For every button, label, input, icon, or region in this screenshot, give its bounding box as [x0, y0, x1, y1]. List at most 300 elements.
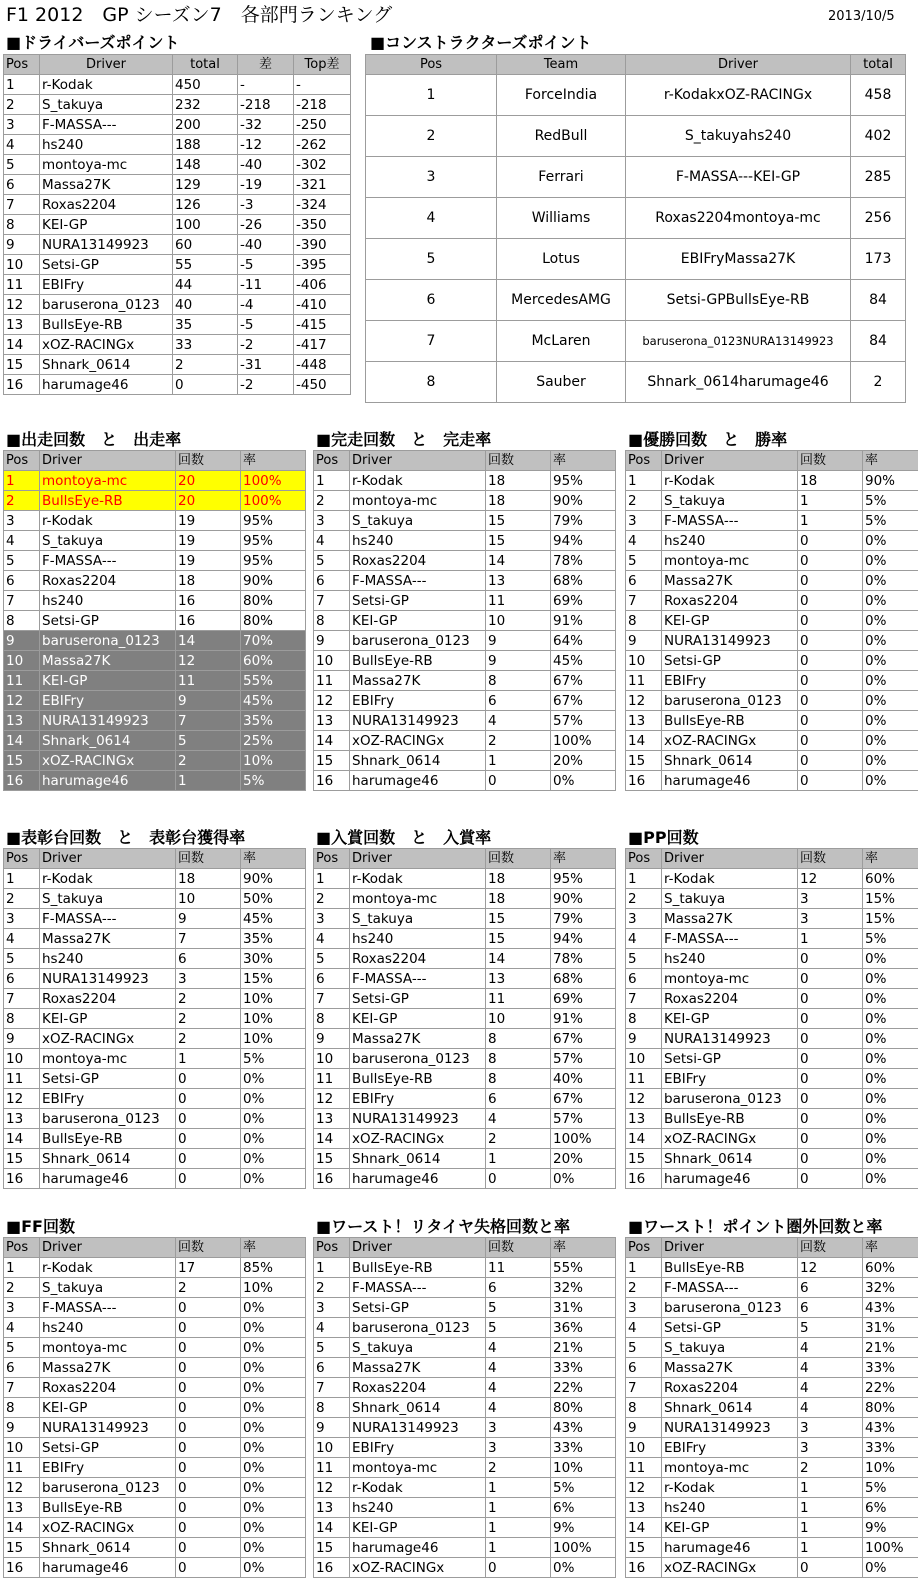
col-header: total — [173, 55, 238, 75]
table-cell: -450 — [294, 375, 351, 395]
table-cell: 15% — [863, 909, 918, 929]
table-cell: 4 — [4, 531, 40, 551]
table-cell: 80% — [241, 611, 306, 631]
table-cell: 16 — [314, 1558, 350, 1578]
table-cell: BullsEye-RB — [662, 711, 798, 731]
table-cell: 35 — [173, 315, 238, 335]
table-cell: 18 — [486, 869, 551, 889]
table-cell: 285 — [851, 157, 906, 198]
table-row — [4, 471, 306, 491]
table-cell: EBIFry — [350, 691, 486, 711]
table-cell: baruserona_0123 — [40, 295, 173, 315]
table-cell: 0 — [176, 1398, 241, 1418]
table-cell: 0% — [551, 771, 616, 791]
table-cell: 13 — [314, 711, 350, 731]
table-cell: 90% — [551, 889, 616, 909]
table-cell: 12 — [314, 1478, 350, 1498]
table-cell: -448 — [294, 355, 351, 375]
table-cell: Massa27K — [350, 1358, 486, 1378]
table-cell: 7 — [4, 1378, 40, 1398]
table-row — [626, 671, 918, 691]
table-cell: 11 — [314, 1069, 350, 1089]
table-cell: 12 — [176, 651, 241, 671]
table-cell: 6 — [4, 571, 40, 591]
table-cell: 0% — [241, 1478, 306, 1498]
table-cell: S_takuya — [40, 1278, 176, 1298]
table-cell: hs240 — [350, 929, 486, 949]
table-cell: 0 — [176, 1129, 241, 1149]
table-cell: 0% — [551, 1169, 616, 1189]
table-cell: 9 — [486, 631, 551, 651]
table-cell: 3 — [626, 909, 662, 929]
table-cell: 10 — [486, 611, 551, 631]
table-cell: 8 — [4, 1009, 40, 1029]
table-row — [4, 909, 306, 929]
table-cell: 256 — [851, 198, 906, 239]
table-cell: 4 — [4, 1318, 40, 1338]
table-row — [626, 651, 918, 671]
table-cell: BullsEye-RB — [40, 491, 176, 511]
table-cell: 5 — [314, 949, 350, 969]
table-cell: 2 — [176, 1278, 241, 1298]
table-row — [4, 731, 306, 751]
table-cell: 4 — [314, 1318, 350, 1338]
table-cell: F-MASSA--- — [40, 1298, 176, 1318]
table-cell: 3 — [4, 511, 40, 531]
table-row — [4, 671, 306, 691]
table-cell: 5% — [863, 1478, 918, 1498]
table-cell: 0 — [798, 1149, 863, 1169]
table-cell: 10% — [863, 1458, 918, 1478]
table-row — [314, 1009, 616, 1029]
table-cell: 14 — [314, 1129, 350, 1149]
table-cell: 11 — [4, 1458, 40, 1478]
table-cell: - — [238, 75, 294, 95]
table-cell: 6 — [798, 1278, 863, 1298]
table-cell: Massa27K — [662, 571, 798, 591]
table-cell: Shnark_0614 — [350, 1149, 486, 1169]
table-cell: 4 — [486, 1338, 551, 1358]
table-cell: 5% — [863, 491, 918, 511]
table-row — [4, 751, 306, 771]
table-cell: baruserona_0123 — [350, 1049, 486, 1069]
table-row — [4, 631, 306, 651]
table-cell: 3 — [4, 115, 40, 135]
col-header: Pos — [314, 451, 350, 471]
table-cell: 90% — [863, 471, 918, 491]
table-cell: -417 — [294, 335, 351, 355]
table-cell: Shnark_0614 — [662, 1398, 798, 1418]
table-cell: r-Kodak — [350, 471, 486, 491]
table-cell: -350 — [294, 215, 351, 235]
table-row — [314, 909, 616, 929]
table-cell: harumage46 — [350, 771, 486, 791]
table-row — [314, 511, 616, 531]
table-cell: 3 — [486, 1418, 551, 1438]
table-cell: 43% — [863, 1418, 918, 1438]
table-cell: -2 — [238, 375, 294, 395]
table-cell: 0 — [176, 1358, 241, 1378]
table-cell: 30% — [241, 949, 306, 969]
table-cell: 6 — [486, 691, 551, 711]
table-cell: 0% — [863, 1049, 918, 1069]
table-cell: xOZ-RACINGx — [40, 335, 173, 355]
table-cell: 8 — [4, 1398, 40, 1418]
table-cell: 0% — [863, 531, 918, 551]
table-cell: 15 — [486, 511, 551, 531]
table-cell: 0% — [863, 1029, 918, 1049]
table-cell: 18 — [486, 491, 551, 511]
table-cell: 11 — [626, 1458, 662, 1478]
table-cell: -32 — [238, 115, 294, 135]
table-row — [314, 1109, 616, 1129]
table-cell: 0 — [176, 1338, 241, 1358]
table-cell: 0% — [241, 1418, 306, 1438]
table-cell: 5 — [4, 551, 40, 571]
table-cell: 1 — [486, 1478, 551, 1498]
table-cell: Shnark_0614 — [662, 751, 798, 771]
table-cell: 18 — [176, 571, 241, 591]
table-cell: Setsi-GP — [40, 1438, 176, 1458]
table-row — [4, 355, 351, 375]
table-cell: KEI-GP — [662, 1518, 798, 1538]
table-row — [4, 551, 306, 571]
table-cell: Setsi-GP — [662, 1318, 798, 1338]
table-cell: Roxas2204 — [662, 1378, 798, 1398]
table-cell: 4 — [4, 929, 40, 949]
table-row — [314, 1498, 616, 1518]
table-cell: 4 — [486, 711, 551, 731]
table-cell: 10 — [4, 1049, 40, 1069]
table-row — [626, 591, 918, 611]
table-cell: 8 — [626, 1009, 662, 1029]
table-row — [314, 1318, 616, 1338]
table-cell: montoya-mc — [40, 1049, 176, 1069]
table-cell: Roxas2204 — [40, 195, 173, 215]
table-cell: 80% — [863, 1398, 918, 1418]
table-cell: 9 — [314, 1418, 350, 1438]
table-cell: 0% — [241, 1558, 306, 1578]
table-cell: montoya-mc — [662, 1458, 798, 1478]
table-cell: 79% — [551, 909, 616, 929]
table-cell: 18 — [798, 471, 863, 491]
table-cell: 9 — [314, 1029, 350, 1049]
table-cell: 1 — [176, 771, 241, 791]
table-row — [366, 116, 906, 157]
table-cell: NURA13149923 — [662, 1029, 798, 1049]
table-cell: 8 — [486, 1049, 551, 1069]
table-cell: harumage46 — [40, 1558, 176, 1578]
table-cell: EBIFry — [40, 1458, 176, 1478]
table-cell: harumage46 — [40, 771, 176, 791]
table-cell: 1 — [486, 1538, 551, 1558]
table-row — [626, 751, 918, 771]
table-cell: F-MASSA--- — [40, 115, 173, 135]
table-row — [626, 531, 918, 551]
col-header: Pos — [4, 1238, 40, 1258]
table-row — [4, 335, 351, 355]
table-cell: 5 — [314, 1338, 350, 1358]
table-row — [366, 321, 906, 362]
table-cell: 2 — [314, 889, 350, 909]
report-date: 2013/10/5 — [828, 9, 895, 24]
table-cell: 68% — [551, 969, 616, 989]
table-cell: 0% — [241, 1398, 306, 1418]
col-header: 率 — [241, 849, 306, 869]
table-cell: 0 — [176, 1518, 241, 1538]
table-cell: 232 — [173, 95, 238, 115]
table-row — [4, 1418, 306, 1438]
table-cell: xOZ-RACINGx — [662, 731, 798, 751]
table-cell: KEI-GP — [40, 1009, 176, 1029]
col-header: 回数 — [798, 849, 863, 869]
table-cell: NURA13149923 — [350, 711, 486, 731]
table-cell: 2 — [176, 1009, 241, 1029]
table-cell: 95% — [551, 471, 616, 491]
table-cell: baruserona_0123 — [40, 631, 176, 651]
table-cell: 3 — [4, 1298, 40, 1318]
table-cell: 148 — [173, 155, 238, 175]
table-row — [366, 280, 906, 321]
table-cell: Massa27K — [662, 1358, 798, 1378]
table-row — [626, 1298, 918, 1318]
table-cell: 0% — [863, 1089, 918, 1109]
table-cell: 11 — [486, 1258, 551, 1278]
table-row — [4, 969, 306, 989]
table-cell: KEI-GP — [40, 671, 176, 691]
col-header: Pos — [626, 849, 662, 869]
table-cell: 9 — [314, 631, 350, 651]
table-cell: 2 — [626, 889, 662, 909]
table-cell: 0 — [176, 1109, 241, 1129]
table-cell: 173 — [851, 239, 906, 280]
table-cell: 126 — [173, 195, 238, 215]
table-cell: 0% — [241, 1378, 306, 1398]
table-cell: montoya-mc — [40, 1338, 176, 1358]
table-row — [626, 1458, 918, 1478]
table-cell: S_takuya — [40, 889, 176, 909]
table-cell: 10 — [4, 1438, 40, 1458]
table-cell: 2 — [486, 1129, 551, 1149]
table-cell: 7 — [626, 591, 662, 611]
table-cell: Shnark_0614 — [662, 1149, 798, 1169]
table-cell: 50% — [241, 889, 306, 909]
table-cell: Roxas2204 — [350, 949, 486, 969]
table-row — [626, 1518, 918, 1538]
table-row — [4, 1298, 306, 1318]
table-cell: 44 — [173, 275, 238, 295]
col-header: 回数 — [176, 451, 241, 471]
col-header: Pos — [314, 849, 350, 869]
table-cell: Setsi-GP — [40, 255, 173, 275]
table-row — [4, 889, 306, 909]
table-cell: 16 — [314, 1169, 350, 1189]
table-cell: Shnark_0614 — [40, 1538, 176, 1558]
table-cell: Shnark_0614 — [350, 1398, 486, 1418]
table-cell: EBIFry — [662, 671, 798, 691]
table-cell: 55% — [241, 671, 306, 691]
table-cell: 0 — [176, 1318, 241, 1338]
table-cell: 0% — [241, 1318, 306, 1338]
ranking-table — [3, 450, 306, 791]
table-row — [4, 1109, 306, 1129]
table-cell: 8 — [366, 362, 497, 403]
table-cell: 0 — [798, 531, 863, 551]
table-cell: 1 — [486, 1149, 551, 1169]
table-cell: 0% — [863, 691, 918, 711]
table-cell: 8 — [4, 215, 40, 235]
table-cell: 14 — [4, 1518, 40, 1538]
table-cell: 14 — [4, 1129, 40, 1149]
table-cell: 60 — [173, 235, 238, 255]
table-cell: 12 — [4, 1478, 40, 1498]
table-cell: 21% — [551, 1338, 616, 1358]
table-cell: 13 — [626, 1109, 662, 1129]
table-cell: Massa27K — [350, 1029, 486, 1049]
table-cell: 0 — [176, 1538, 241, 1558]
table-cell: 60% — [241, 651, 306, 671]
table-row — [626, 691, 918, 711]
table-cell: 33% — [863, 1438, 918, 1458]
col-header: Driver — [626, 55, 851, 75]
table-row — [4, 75, 351, 95]
table-row — [314, 1398, 616, 1418]
section-title: ■入賞回数 と 入賞率 — [316, 828, 492, 847]
table-row — [4, 949, 306, 969]
table-cell: F-MASSA--- — [350, 571, 486, 591]
table-cell: 5% — [863, 511, 918, 531]
table-row — [366, 362, 906, 403]
table-cell: 1 — [798, 511, 863, 531]
table-cell: 8 — [626, 611, 662, 631]
table-row — [626, 1258, 918, 1278]
table-cell: 4 — [486, 1109, 551, 1129]
table-cell: 25% — [241, 731, 306, 751]
table-cell: 14 — [626, 731, 662, 751]
table-cell: 5 — [486, 1318, 551, 1338]
col-header: 率 — [863, 849, 918, 869]
table-row — [314, 1558, 616, 1578]
col-header: Driver — [40, 1238, 176, 1258]
table-cell: 13 — [314, 1498, 350, 1518]
table-row — [314, 969, 616, 989]
table-row — [626, 1338, 918, 1358]
table-cell: 12 — [314, 691, 350, 711]
col-header: 回数 — [486, 1238, 551, 1258]
table-cell: 0 — [798, 1049, 863, 1069]
table-cell: 16 — [626, 771, 662, 791]
table-row — [626, 471, 918, 491]
table-cell: BullsEye-RB — [40, 1129, 176, 1149]
table-cell: 2 — [486, 1458, 551, 1478]
table-row — [626, 1478, 918, 1498]
table-cell: -302 — [294, 155, 351, 175]
table-row — [626, 611, 918, 631]
table-cell: 0% — [863, 771, 918, 791]
table-row — [626, 1169, 918, 1189]
table-row — [4, 1278, 306, 1298]
table-cell: r-Kodak — [40, 75, 173, 95]
table-row — [314, 491, 616, 511]
table-cell: -406 — [294, 275, 351, 295]
table-cell: Sauber — [497, 362, 626, 403]
table-cell: 55% — [551, 1258, 616, 1278]
table-cell: 2 — [4, 491, 40, 511]
table-cell: -26 — [238, 215, 294, 235]
table-cell: 4 — [486, 1398, 551, 1418]
table-cell: 19 — [176, 551, 241, 571]
table-row — [626, 1009, 918, 1029]
table-cell: EBIFry — [40, 691, 176, 711]
table-cell: EBIFry — [40, 275, 173, 295]
col-header: Driver — [662, 451, 798, 471]
table-row — [4, 611, 306, 631]
table-cell: 0 — [798, 949, 863, 969]
driver-points-table — [3, 54, 351, 395]
ranking-table — [625, 1237, 918, 1578]
table-row — [366, 239, 906, 280]
table-row — [4, 315, 351, 335]
table-cell: 16 — [4, 771, 40, 791]
table-cell: 13 — [4, 711, 40, 731]
table-cell: -262 — [294, 135, 351, 155]
table-cell: 84 — [851, 280, 906, 321]
table-cell: xOZ-RACINGx — [350, 1129, 486, 1149]
table-cell: 4 — [314, 531, 350, 551]
table-cell: 11 — [176, 671, 241, 691]
table-cell: EBIFry — [40, 1089, 176, 1109]
table-cell: 1 — [314, 869, 350, 889]
table-cell: 13 — [314, 1109, 350, 1129]
page-title: F1 2012 GP シーズン7 各部門ランキング — [6, 4, 393, 26]
table-cell: hs240 — [662, 949, 798, 969]
table-row — [626, 989, 918, 1009]
table-cell: 10 — [4, 255, 40, 275]
table-cell: 14 — [314, 731, 350, 751]
table-row — [314, 1298, 616, 1318]
table-cell: EBIFryMassa27K — [626, 239, 851, 280]
table-cell: Roxas2204 — [40, 571, 176, 591]
table-cell: 12 — [798, 1258, 863, 1278]
table-cell: 5 — [4, 1338, 40, 1358]
table-row — [626, 1538, 918, 1558]
col-header: 率 — [551, 849, 616, 869]
section-title-constructors: ■コンストラクターズポイント — [370, 33, 592, 52]
col-header: 回数 — [486, 849, 551, 869]
col-header: Pos — [4, 55, 40, 75]
table-cell: 19 — [176, 531, 241, 551]
table-cell: 2 — [486, 731, 551, 751]
table-row — [626, 1149, 918, 1169]
table-cell: 1 — [798, 491, 863, 511]
table-cell: -19 — [238, 175, 294, 195]
table-cell: 100% — [241, 471, 306, 491]
table-cell: 1 — [4, 471, 40, 491]
table-row — [4, 651, 306, 671]
table-cell: harumage46 — [350, 1169, 486, 1189]
table-cell: 57% — [551, 1109, 616, 1129]
table-row — [314, 1169, 616, 1189]
table-cell: 0 — [798, 631, 863, 651]
table-row — [4, 1149, 306, 1169]
table-cell: 100% — [241, 491, 306, 511]
table-cell: 5 — [176, 731, 241, 751]
table-cell: 0 — [798, 751, 863, 771]
table-cell: 33 — [173, 335, 238, 355]
table-cell: 5 — [626, 551, 662, 571]
table-row — [626, 1129, 918, 1149]
section-title: ■ワースト！ポイント圏外回数と率 — [628, 1217, 883, 1236]
